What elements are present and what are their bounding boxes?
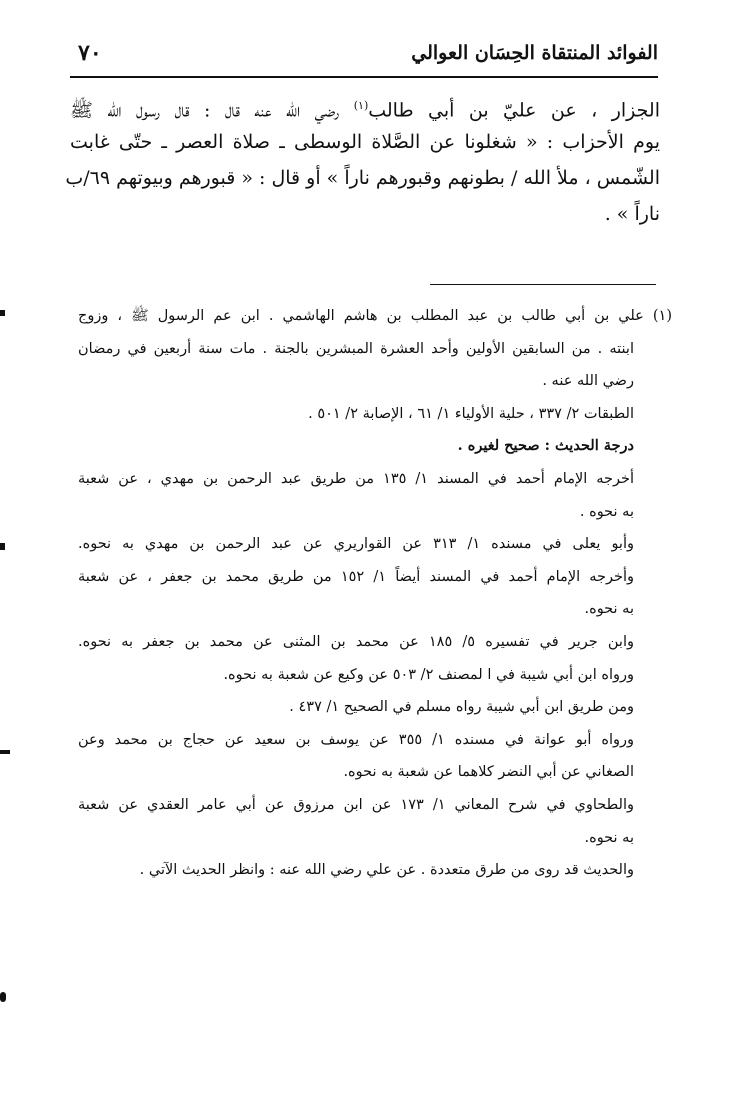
- running-header: [70, 40, 658, 74]
- running-title: الفوائد المنتقاة الحِسَان العوالي: [411, 42, 658, 64]
- main-text: [65, 88, 660, 232]
- main-line: الجزار ، عن عليّ بن أبي طالب$^{(١)}$ رضي الله عنه قال : قال رسول الله ﷺ: [70, 99, 660, 122]
- footnote-line: أخرجه الإمام أحمد في المسند ١/ ١٣٥ من طريق عبد الرحمن بن مهدي ، عن شعبة: [78, 470, 635, 487]
- footnote-line: والطحاوي في شرح المعاني ١/ ١٧٣ عن ابن مرزوق عن أبي عامر العقدي عن شعبة: [78, 796, 634, 813]
- main-line: الشّمس ، ملأ الله / بطونهم وقبورهم ناراً » أو قال : « قبورهم وبيوتهم ٦٩/ب: [65, 167, 660, 189]
- footnote-line: ورواه أبو عوانة في مسنده ١/ ٣٥٥ عن يوسف بن سعيد عن حجاج بن محمد وعن: [78, 731, 634, 748]
- footnotes: [78, 300, 672, 887]
- footnote-line: وابن جرير في تفسيره ٥/ ١٨٥ عن محمد بن المثنى عن محمد بن جعفر به نحوه.: [78, 633, 634, 650]
- footnote-marker[interactable]: (١): [353, 99, 369, 112]
- footnote-line: ومن طريق ابن أبي شيبة رواه مسلم في الصحيح ١/ ٤٣٧ .: [289, 699, 634, 716]
- main-line: ناراً » .: [604, 203, 660, 225]
- page-number: ٧٠: [78, 40, 102, 66]
- footnote-line: والحديث قد روى من طرق متعددة . عن علي رضي الله عنه : وانظر الحديث الآتي .: [139, 862, 634, 879]
- footnote-line: (١) علي بن أبي طالب بن عبد المطلب بن هاشم الهاشمي . ابن عم الرسول ﷺ ، وزوج: [78, 308, 672, 324]
- scan-mark: [0, 543, 5, 550]
- header-rule: [70, 76, 658, 78]
- main-line: يوم الأحزاب : « شغلونا عن الصَّلاة الوسطى ـ صلاة العصر ـ حتّى غابت: [70, 131, 660, 153]
- footnote-line: به نحوه.: [584, 601, 634, 618]
- scan-mark: [0, 310, 5, 316]
- footnote-line: به نحوه.: [584, 829, 634, 846]
- footnote-line: الصغاني عن أبي النضر كلاهما عن شعبة به نحوه.: [343, 764, 634, 781]
- scan-mark: [0, 750, 10, 754]
- footnote-line: به نحوه .: [579, 503, 634, 520]
- footnote-line: ورواه ابن أبي شيبة في ا لمصنف ٢/ ٥٠٣ عن وكيع عن شعبة به نحوه.: [223, 666, 634, 683]
- footnote-line: وأبو يعلى في مسنده ١/ ٣١٣ عن القواريري عن عبد الرحمن بن مهدي به نحوه.: [78, 536, 634, 553]
- footnote-line: الطبقات ٢/ ٣٣٧ ، حلية الأولياء ١/ ٦١ ، الإصابة ٢/ ٥٠١ .: [308, 405, 634, 422]
- footnote-line: رضي الله عنه .: [542, 373, 634, 390]
- hadith-grade: درجة الحديث : صحيح لغيره .: [457, 437, 634, 455]
- scan-mark: [0, 992, 6, 1002]
- footnote-rule: [430, 284, 656, 285]
- footnote-line: ابنته . من السابقين الأولين وأحد العشرة المبشرين بالجنة . مات سنة أربعين في رمضان: [78, 340, 634, 357]
- footnote-line: وأخرجه الإمام أحمد في المسند أيضاً ١/ ١٥٢ من طريق محمد بن جعفر ، عن شعبة: [78, 568, 634, 585]
